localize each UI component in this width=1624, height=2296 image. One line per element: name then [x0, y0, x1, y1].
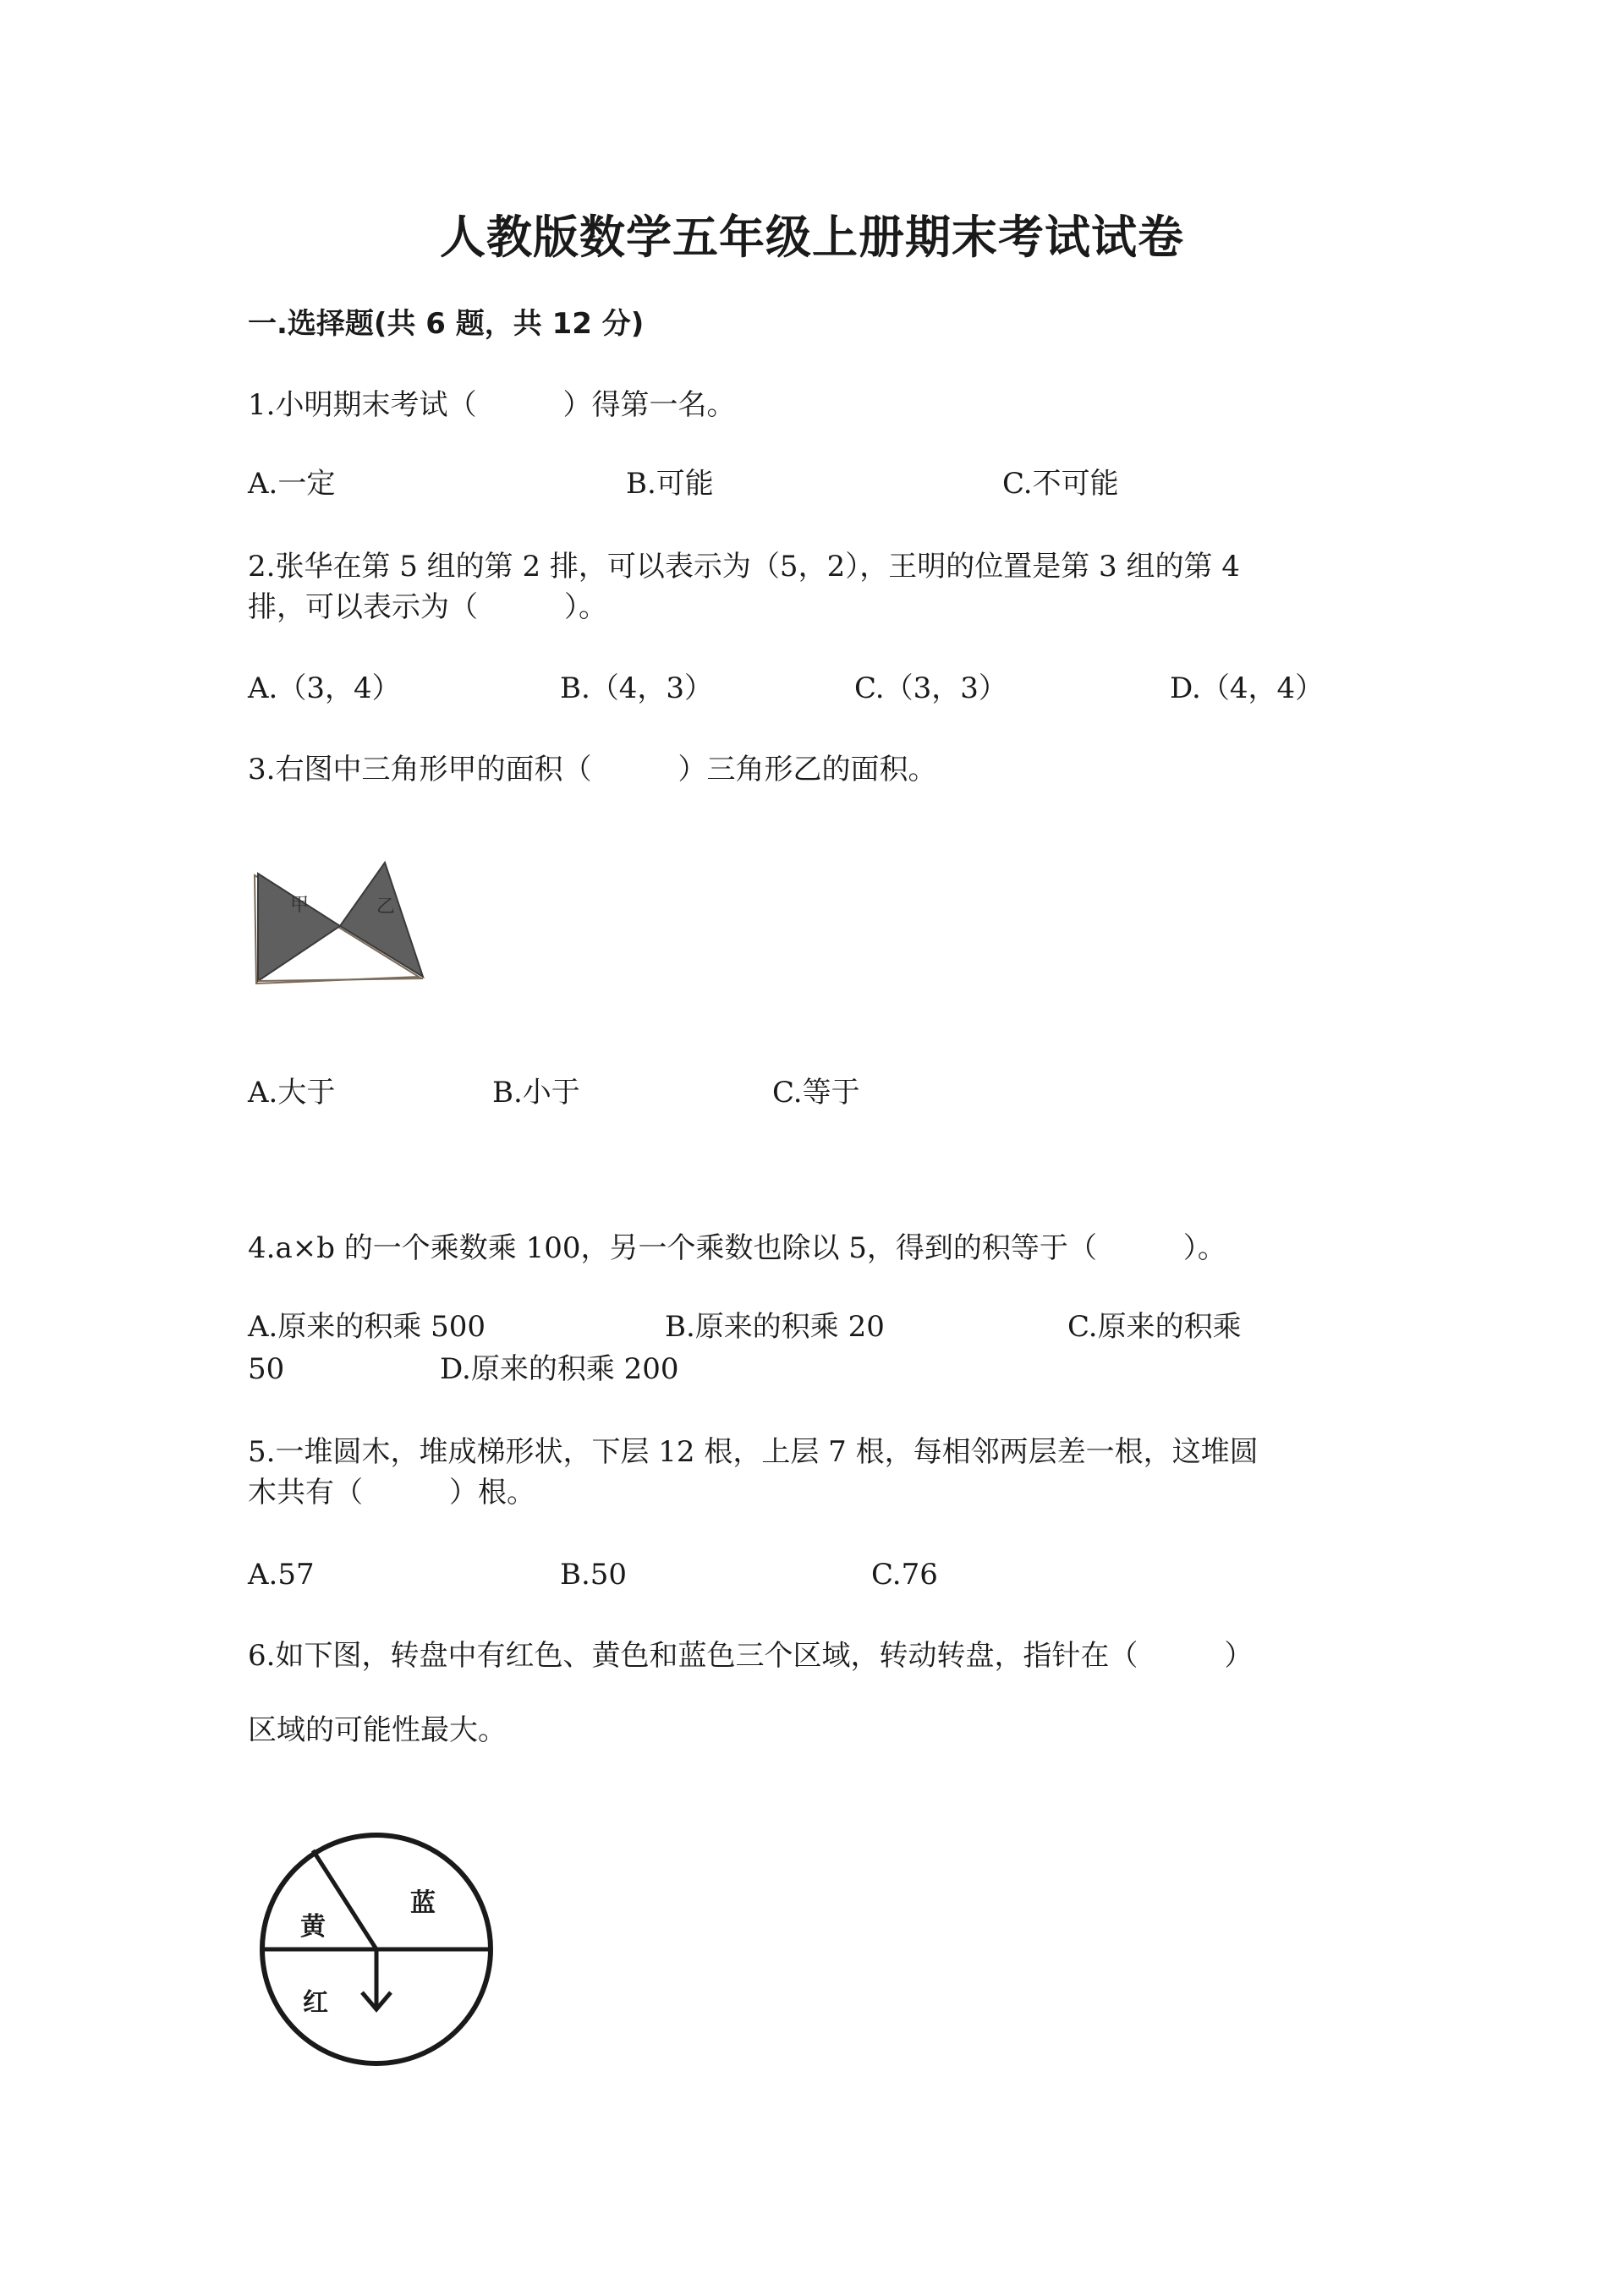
question-5-text-line2: 木共有（ ）根。	[248, 1476, 535, 1510]
page-title: 人教版数学五年级上册期末考试试卷	[440, 211, 1184, 264]
label-jia: 甲	[290, 895, 310, 916]
question-1-text: 1.小明期末考试（ ）得第一名。	[248, 388, 736, 422]
question-5-option-b: B.50	[560, 1558, 628, 1592]
question-3-option-c: C.等于	[772, 1076, 860, 1110]
question-2-option-b: B.（4，3）	[560, 671, 714, 705]
triangle-jia	[258, 874, 340, 981]
question-1-option-b: B.可能	[626, 467, 714, 501]
question-4-text: 4.a×b 的一个乘数乘 100，另一个乘数也除以 5，得到的积等于（ ）。	[248, 1231, 1226, 1265]
question-3-text: 3.右图中三角形甲的面积（ ）三角形乙的面积。	[248, 753, 937, 786]
question-2-text-line2: 排，可以表示为（ ）。	[248, 590, 607, 624]
question-6-text-line1: 6.如下图，转盘中有红色、黄色和蓝色三个区域，转动转盘，指针在（ ）	[248, 1639, 1254, 1673]
label-lan: 蓝	[410, 1888, 436, 1918]
question-3-option-a: A.大于	[248, 1076, 336, 1110]
question-4-option-b: B.原来的积乘 20	[665, 1310, 885, 1344]
question-2-text-line1: 2.张华在第 5 组的第 2 排，可以表示为（5，2），王明的位置是第 3 组的第 4	[248, 550, 1240, 584]
question-2-option-c: C.（3，3）	[854, 671, 1007, 705]
question-5-option-a: A.57	[248, 1558, 315, 1592]
label-hong: 红	[303, 1988, 328, 2018]
label-huang: 黄	[300, 1912, 326, 1942]
question-5-text-line1: 5.一堆圆木，堆成梯形状，下层 12 根，上层 7 根，每相邻两层差一根，这堆圆	[248, 1435, 1259, 1469]
question-3-option-b: B.小于	[492, 1076, 580, 1110]
triangle-yi	[340, 863, 423, 977]
question-2-option-a: A.（3，4）	[248, 671, 401, 705]
triangle-figure	[250, 858, 431, 989]
question-4-option-a: A.原来的积乘 500	[248, 1310, 486, 1344]
question-2-option-d: D.（4，4）	[1170, 671, 1325, 705]
question-6-text-line2: 区域的可能性最大。	[248, 1713, 507, 1747]
label-yi: 乙	[376, 896, 396, 918]
section-heading: 一.选择题(共 6 题，共 12 分)	[248, 307, 645, 341]
question-1-option-c: C.不可能	[1002, 467, 1119, 501]
question-4-option-c: C.原来的积乘	[1067, 1310, 1242, 1344]
question-5-option-c: C.76	[871, 1558, 938, 1592]
question-4-option-c-continued: 50	[248, 1352, 285, 1386]
question-4-option-d: D.原来的积乘 200	[440, 1352, 679, 1386]
spinner-figure	[254, 1827, 499, 2072]
question-1-option-a: A.一定	[248, 467, 336, 501]
